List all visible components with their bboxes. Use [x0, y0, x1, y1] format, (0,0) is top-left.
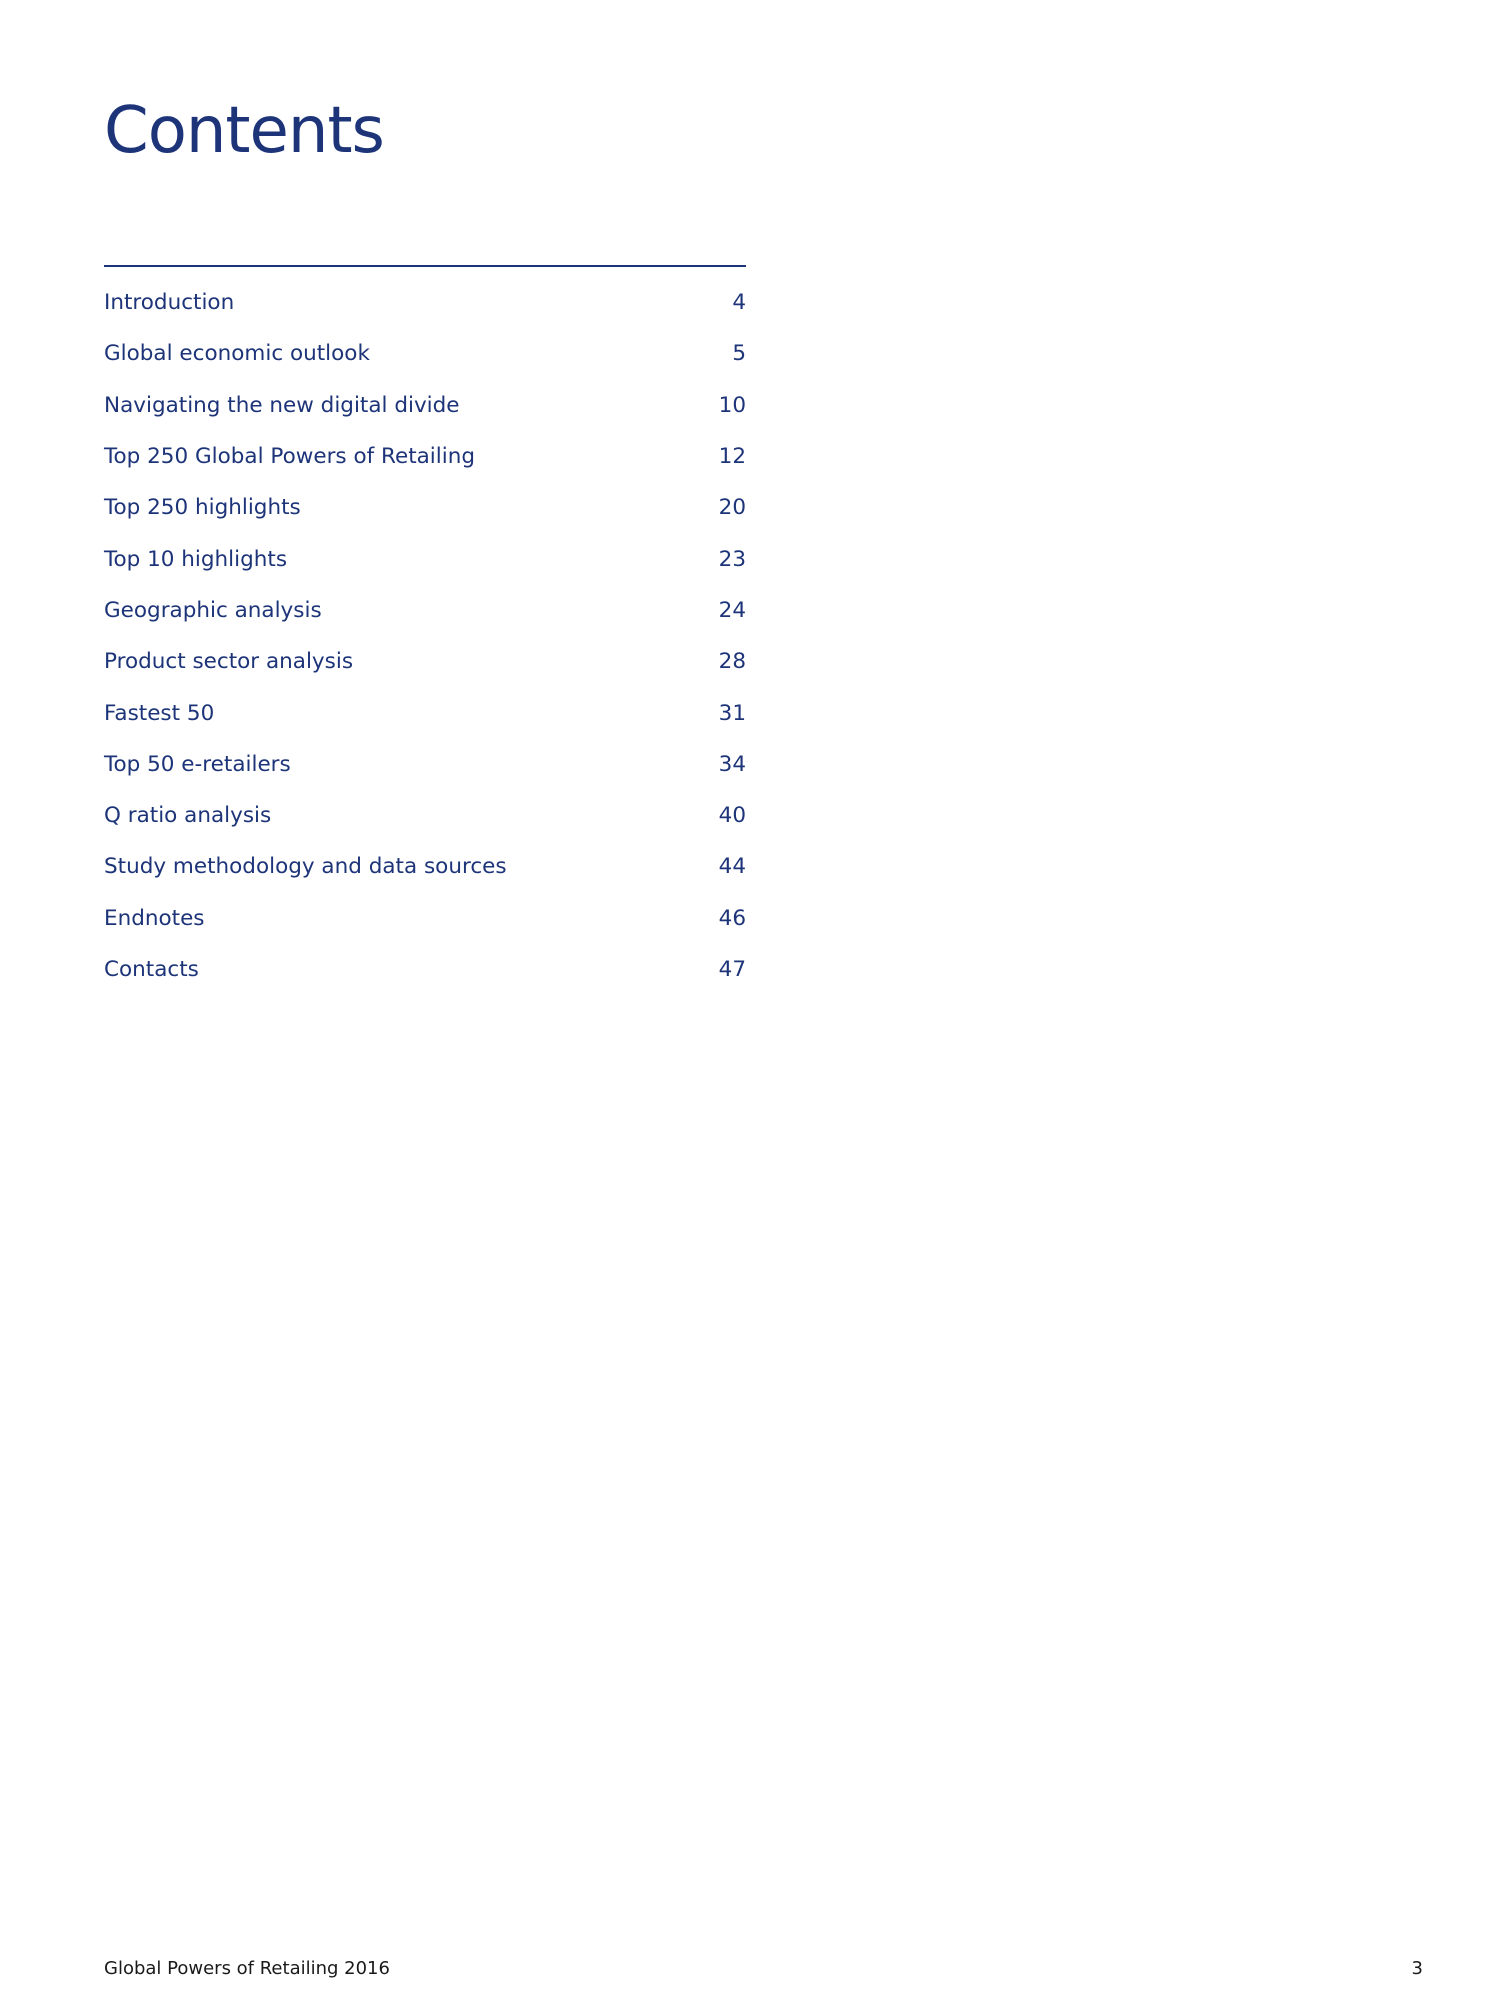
table-of-contents — [104, 265, 746, 995]
toc-item-label: Contacts — [104, 957, 199, 982]
toc-item-top-10-highlights[interactable] — [104, 533, 746, 584]
toc-item-page-number: 40 — [718, 803, 746, 829]
toc-item-page-number: 28 — [718, 649, 746, 675]
toc-item-page-number: 47 — [718, 957, 746, 982]
toc-item-label: Global economic outlook — [104, 341, 370, 367]
toc-item-endnotes[interactable] — [104, 893, 746, 944]
toc-item-label: Q ratio analysis — [104, 803, 272, 829]
toc-item-page-number: 23 — [718, 546, 746, 572]
toc-item-label: Fastest 50 — [104, 700, 215, 726]
toc-item-study-methodology[interactable] — [104, 841, 746, 892]
toc-item-contacts[interactable] — [104, 944, 746, 995]
toc-item-label: Top 250 highlights — [104, 495, 301, 521]
toc-item-page-number: 31 — [718, 700, 746, 726]
toc-item-page-number: 10 — [718, 392, 746, 418]
toc-item-digital-divide[interactable] — [104, 380, 746, 431]
toc-item-page-number: 20 — [718, 495, 746, 521]
toc-item-page-number: 12 — [718, 444, 746, 470]
toc-item-label: Product sector analysis — [104, 649, 354, 675]
toc-item-label: Study methodology and data sources — [104, 854, 507, 880]
toc-item-global-economic-outlook[interactable] — [104, 328, 746, 379]
toc-item-page-number: 46 — [718, 905, 746, 931]
toc-item-label: Navigating the new digital divide — [104, 392, 460, 418]
toc-item-page-number: 34 — [718, 751, 746, 777]
toc-item-q-ratio-analysis[interactable] — [104, 790, 746, 841]
footer-page-number: 3 — [1411, 1958, 1423, 1979]
footer-publication-title: Global Powers of Retailing 2016 — [104, 1958, 390, 1979]
toc-item-fastest-50[interactable] — [104, 687, 746, 738]
toc-item-label: Endnotes — [104, 905, 205, 931]
page-title: Contents — [104, 94, 384, 168]
toc-item-page-number: 24 — [718, 597, 746, 623]
toc-item-label: Top 250 Global Powers of Retailing — [104, 444, 476, 470]
toc-item-label: Top 50 e-retailers — [104, 751, 291, 777]
toc-item-page-number: 4 — [732, 290, 746, 316]
toc-item-introduction[interactable] — [104, 277, 746, 328]
toc-item-top-250-global-powers[interactable] — [104, 431, 746, 482]
toc-item-top-50-e-retailers[interactable] — [104, 739, 746, 790]
toc-item-page-number: 5 — [732, 341, 746, 367]
toc-item-label: Introduction — [104, 290, 235, 316]
toc-item-geographic-analysis[interactable] — [104, 585, 746, 636]
toc-item-label: Geographic analysis — [104, 597, 322, 623]
toc-item-product-sector-analysis[interactable] — [104, 636, 746, 687]
toc-item-top-250-highlights[interactable] — [104, 482, 746, 533]
toc-item-label: Top 10 highlights — [104, 546, 288, 572]
toc-item-page-number: 44 — [718, 854, 746, 880]
